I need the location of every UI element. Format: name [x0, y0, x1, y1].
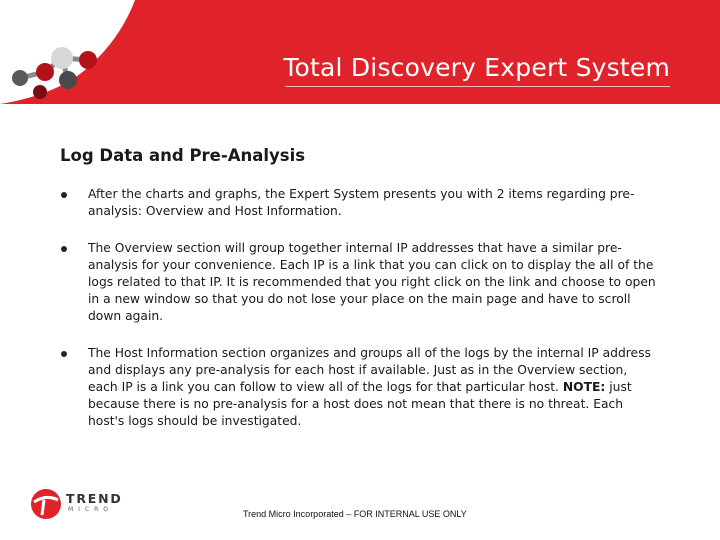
logo-sub: MICRO: [68, 506, 114, 513]
trend-micro-logo-icon: [30, 488, 62, 520]
bullet-icon: [61, 192, 67, 198]
list-item: [60, 240, 660, 325]
bullet-icon: [61, 246, 67, 252]
note-label: NOTE:: [562, 380, 606, 394]
bullet-text: After the charts and graphs, the Expert System presents you with 2 items regarding pre-analysis: Overview and Host Information.: [88, 187, 635, 218]
list-item: [60, 345, 660, 430]
section-heading: Log Data and Pre-Analysis: [60, 146, 306, 165]
list-item: [60, 186, 660, 220]
molecule-icon: [0, 0, 130, 104]
bullet-text: The Overview section will group together internal IP addresses that have a similar pre-analysis for your convenience. Each IP is a link that you can click on to display the all of the logs related to that IP. It is recommended that you right click on the link and choose to open in a new window so that you do not lose your place on the main page and have to scroll down again.: [88, 241, 656, 323]
note-text: just because there is no pre-analysis for a host does not mean that there is no threat. Each host's logs should be investigated.: [88, 380, 632, 428]
footer-text: Trend Micro Incorporated – FOR INTERNAL USE ONLY: [243, 509, 467, 519]
logo-name: TREND: [66, 491, 123, 506]
title-underline: [285, 86, 670, 87]
trend-micro-logo: [30, 488, 150, 528]
bullet-list: [60, 186, 660, 430]
bullet-icon: [61, 351, 67, 357]
page-title: Total Discovery Expert System: [283, 53, 670, 82]
bullet-text: The Host Information section organizes and groups all of the logs by the internal IP address and displays any pre-analysis for each host if available. Just as in the Overview section, each IP is a link you can follow to view all of the logs for that particular host.: [88, 346, 651, 394]
